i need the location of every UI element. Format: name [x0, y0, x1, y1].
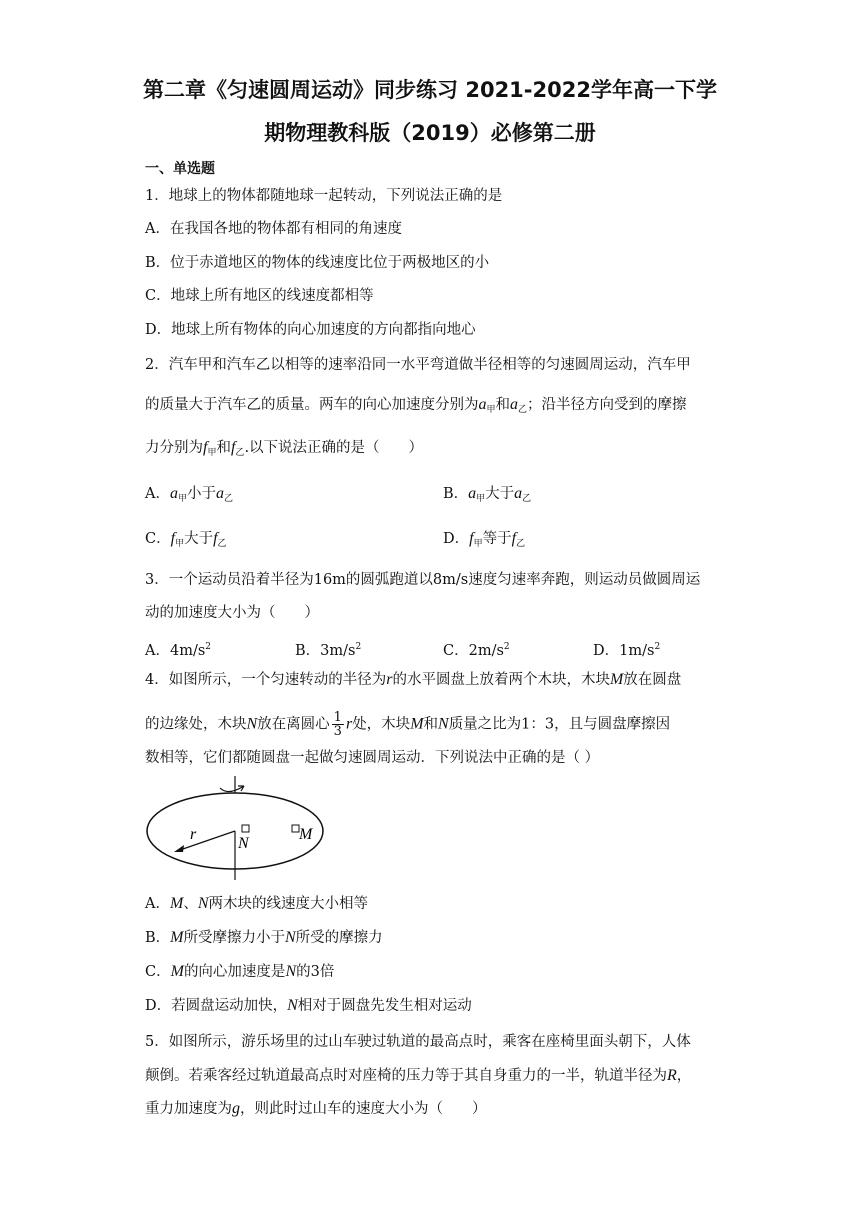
q2-line-2 — [145, 395, 687, 419]
figure-label-n: N — [238, 835, 249, 852]
q4-option-c: C．M的向心加速度是N的3倍 — [145, 963, 335, 980]
q3-line-2: 动的加速度大小为（ ） — [145, 605, 319, 621]
q1-option-b: B．位于赤道地区的物体的线速度比位于两极地区的小 — [145, 255, 490, 271]
q4-option-a: A．M、N两木块的线速度大小相等 — [145, 895, 368, 912]
section-heading: 一、单选题 — [145, 161, 215, 177]
q5-line-2: 颠倒。若乘客经过轨道最高点时对座椅的压力等于其自身重力的一半，轨道半径为R， — [145, 1067, 692, 1084]
f-yi-symbol: $f_乙$ — [230, 439, 245, 457]
q3-option-c: C．$2m/s^2$ — [443, 642, 510, 659]
q1-option-a: A．在我国各地的物体都有相同的角速度 — [145, 221, 402, 237]
q2-option-d: D．$f_甲$等于$f_乙$ — [443, 530, 526, 548]
q5-line-3: 重力加速度为g，则此时过山车的速度大小为（ ） — [145, 1100, 487, 1117]
document-title-line-2: 期物理教科版（2019）必修第二册 — [264, 121, 596, 145]
radius-arrowhead-icon — [174, 845, 184, 852]
q1-option-d: D．地球上所有物体的向心加速度的方向都指向地心 — [145, 322, 476, 338]
radius-line — [180, 831, 235, 850]
block-n — [242, 825, 249, 832]
q2-option-b: B．$a_甲$大于$a_乙$ — [443, 485, 532, 503]
q2-line-2-and: 和 — [495, 397, 511, 413]
q4-line-1: 4．如图所示，一个匀速转动的半径为r的水平圆盘上放着两个木块，木块M放在圆盘 — [145, 671, 682, 688]
q2-line-2-text-b: ；沿半径方向受到的摩擦 — [527, 397, 687, 413]
one-third-fraction: $\frac{1}{3}$ — [333, 710, 342, 739]
figure-label-r: r — [190, 826, 197, 843]
q4-option-b: B．M所受摩擦力小于N所受的摩擦力 — [145, 929, 383, 946]
q3-option-a: A．$4m/s^2$ — [145, 642, 212, 659]
figure-label-m: M — [299, 826, 313, 843]
a-yi-symbol: $a_乙$ — [510, 396, 528, 414]
q1-option-c: C．地球上所有地区的线速度都相等 — [145, 288, 374, 304]
q2-option-c: C．$f_甲$大于$f_乙$ — [145, 530, 227, 548]
q2-option-a: A．$a_甲$小于$a_乙$ — [145, 485, 234, 503]
document-title-line-1: 第二章《匀速圆周运动》同步练习 2021-2022学年高一下学 — [143, 78, 717, 102]
q3-line-1: 3．一个运动员沿着半径为16m的圆弧跑道以8m/s速度匀速率奔跑，则运动员做圆周运 — [145, 572, 701, 588]
q2-line-2-text-a: 的质量大于汽车乙的质量。两车的向心加速度分别为 — [145, 397, 479, 413]
q1-stem: 1．地球上的物体都随地球一起转动，下列说法正确的是 — [145, 188, 503, 204]
q2-line-3-and: 和 — [216, 440, 231, 456]
q2-line-1: 2．汽车甲和汽车乙以相等的速率沿同一水平弯道做半径相等的匀速圆周运动，汽车甲 — [145, 357, 691, 373]
f-jia-symbol: $f_甲$ — [203, 439, 217, 457]
q2-line-3 — [145, 438, 423, 462]
rotating-disk-figure — [140, 776, 340, 888]
block-m — [292, 825, 299, 832]
q4-line-3: 数相等，它们都随圆盘一起做匀速圆周运动．下列说法中正确的是（ ） — [145, 750, 600, 766]
q3-option-d: D．$1m/s^2$ — [593, 642, 661, 659]
q2-line-3-text-a: 力分别为 — [145, 440, 203, 456]
q4-line-2: 的边缘处，木块N放在离圆心 $\frac{1}{3}$ r处，木块M和N质量之比为1：3，且与圆盘摩擦因 — [145, 710, 671, 739]
q4-option-d: D．若圆盘运动加快，N相对于圆盘先发生相对运动 — [145, 997, 472, 1014]
rotation-arrow-icon — [220, 786, 244, 792]
a-jia-symbol: $a_甲$ — [478, 396, 496, 414]
q2-line-3-text-b: .以下说法正确的是（ ） — [244, 440, 424, 456]
q5-line-1: 5．如图所示，游乐场里的过山车驶过轨道的最高点时，乘客在座椅里面头朝下，人体 — [145, 1034, 691, 1050]
q3-option-b: B．$3m/s^2$ — [295, 642, 362, 659]
